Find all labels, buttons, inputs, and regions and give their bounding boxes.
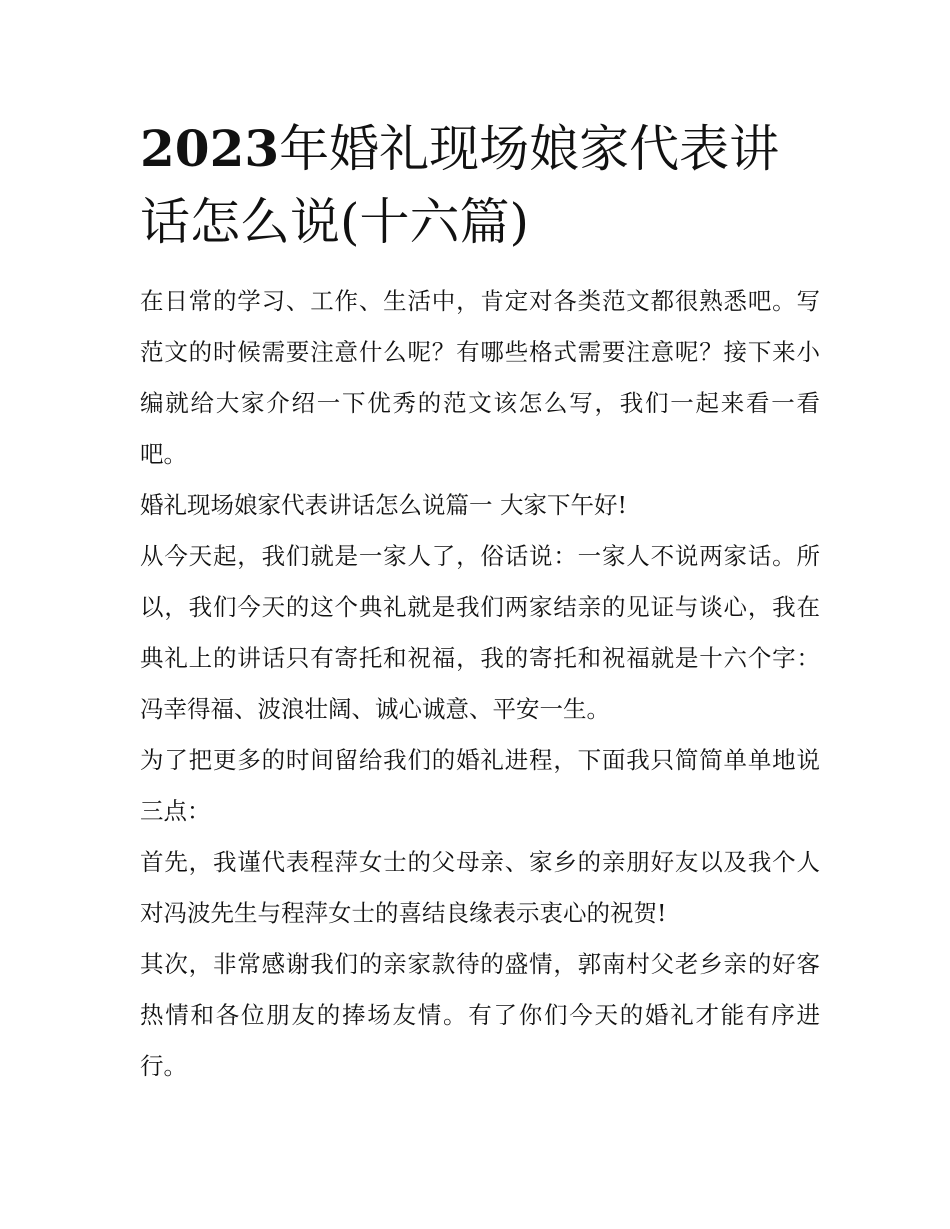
document-title — [140, 112, 820, 259]
section-heading-paragraph: 婚礼现场娘家代表讲话怎么说篇一 大家下午好! — [140, 491, 627, 519]
title-year: 2023 — [140, 119, 280, 178]
body-paragraph: 首先，我谨代表程萍女士的父母亲、家乡的亲朋好友以及我个人对冯波先生与程萍女士的喜结良缘表示衷心的祝贺! — [140, 848, 820, 927]
title-text: 年婚礼现场娘家代表讲话怎么说(十六篇) — [140, 120, 780, 251]
body-paragraph: 其次，非常感谢我们的亲家款待的盛情，郭南村父老乡亲的好客热情和各位朋友的捧场友情。有了你们今天的婚礼才能有序进行。 — [140, 950, 820, 1080]
document-body — [140, 276, 820, 1092]
body-paragraph: 从今天起，我们就是一家人了，俗话说：一家人不说两家话。所以，我们今天的这个典礼就是我们两家结亲的见证与谈心，我在典礼上的讲话只有寄托和祝福，我的寄托和祝福就是十六个字：冯幸得福、波浪壮阔、诚心诚意、平安一生。 — [140, 542, 820, 723]
intro-paragraph: 在日常的学习、工作、生活中，肯定对各类范文都很熟悉吧。写范文的时候需要注意什么呢？有哪些格式需要注意呢？接下来小编就给大家介绍一下优秀的范文该怎么写，我们一起来看一看吧。 — [140, 287, 820, 468]
body-paragraph: 为了把更多的时间留给我们的婚礼进程，下面我只简简单单地说三点： — [140, 746, 820, 825]
